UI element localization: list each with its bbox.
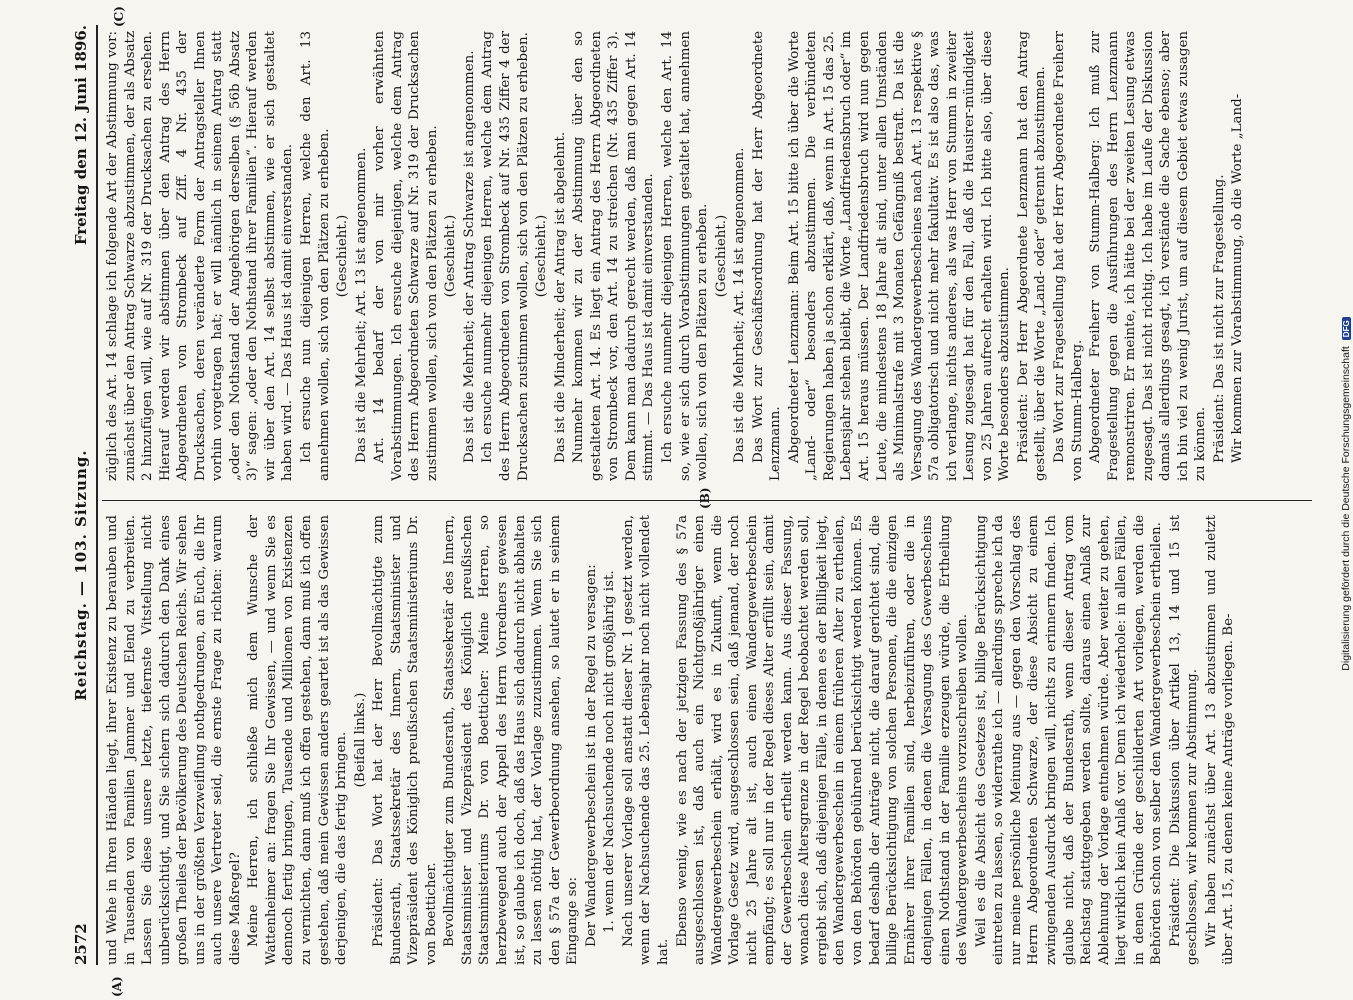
paragraph: Abgeordneter Lenzmann: Beim Art. 15 bitte ich über die Worte „Land- oder“ besonders abzustimmen. Die verbündeten Regierungen haben ja schon erklärt, daß, wenn in Art. 15 das 25. Lebensjahr stehen bleibt, die Worte „Landfriedensbruch oder“ im Art. 15 heraus müssen. Der Landfriedensbruch wird nun gegen Leute, die mindestens 18 Jahre alt sind, unter allen Umständen als Minimalstrafe mit 3 Monaten Gefängniß bestraft. Da ist die Versagung des Wandergewerbescheines nach Art. 13 respektive § 57a obligatorisch und nicht mehr fakultativ. Es ist also das, was ich verlange, nichts anderes, als was Herr von Stumm in zweiter Lesung zugesagt hat für den Fall, daß die Hausirer-mündigkeit von 25 Jahren aufrecht erhalten wird. Ich bitte also, über diese Worte besonders abzustimmen.	[786, 31, 1013, 481]
paragraph: Nach unserer Vorlage soll anstatt dieser Nr. 1 gesetzt werden, wenn der Nachsuchende das 25. Lebensjahr noch nicht vollendet hat.	[620, 515, 671, 965]
paragraph: Das ist die Minderheit; der Antrag ist abgelehnt.	[552, 131, 568, 463]
dfg-logo-icon: DFG	[1342, 317, 1351, 340]
quoted-item: 1. wenn der Nachsuchende noch nicht großjährig ist.	[602, 570, 618, 933]
paragraph: Das ist die Mehrheit; Art. 14 ist angenommen.	[732, 147, 748, 463]
paragraph: Ebenso wenig, wie es nach der jetzigen Fassung des § 57a ausgeschlossen ist, daß auch ein Nichtgroßjähriger einen Wandergewerbeschein erhält, wird es in Zukunft, wenn die Vorlage Gesetz wird, ausgeschlossen sein, daß jemand, der noch nicht 25 Jahre alt ist, auch einen Wandergewerbeschein empfängt; es soll nur in der Regel dieses Alter erfüllt sein, damit der Gewerbeschein ertheilt werden kann. Aus dieser Fassung, wonach diese Altersgrenze in der Regel beobachtet werden soll, ergiebt sich, daß diejenigen Fälle, in denen es der Billigkeit liegt, den Wandergewerbeschein in einem früheren Alter zu ertheilen, von den Behörden gebührend berücksichtigt werden können. Es bedarf deshalb der Anträge nicht, die darauf gerichtet sind, die billige Berücksichtigung von solchen Personen, die die einzigen Ernährer ihrer Familien sind, herbeizuführen, oder die in denjenigen Fällen, in denen die Versagung des Gewerbescheins einen Nothstand in der Familie erzeugen würde, die Ertheilung des Wandergewerbescheins vorzuschreiben wollen.	[674, 515, 971, 965]
margin-marker-b: (B)	[698, 487, 712, 509]
scanned-page	[66, 6, 1316, 997]
paragraph: Art. 14 bedarf der von mir vorher erwähnten Vorabstimmungen. Ich ersuche diejenigen, welche dem Antrag des Herrn Abgeordneten Schwarze auf Nr. 319 der Drucksachen zustimmen wollen, sich von den Plätzen zu erheben.	[372, 31, 440, 481]
stage-note: (Geschieht.)	[335, 214, 351, 298]
paragraph: Das Wort zur Fragestellung hat der Herr Abgeordnete Freiherr von Stumm-Halberg.	[1051, 31, 1085, 481]
paragraph: Präsident: Das Wort hat der Herr Bevollmächtigte zum Bundesrath, Staatssekretär des Innern, Staatsminister und Vizepräsident des Königlich preußischen Staatsministeriums Dr. von Boetticher.	[371, 515, 439, 965]
paragraph: Ich ersuche nunmehr diejenigen Herren, welche dem Antrag des Herrn Abgeordneten von Strombeck auf Nr. 435 Ziffer 4 der Drucksachen zustimmen wollen, sich von den Plätzen zu erheben.	[480, 31, 531, 481]
paragraph: Präsident: Das ist nicht zur Fragestellung.	[1211, 174, 1227, 463]
paragraph: Das ist die Mehrheit; der Antrag Schwarze ist angenommen.	[461, 50, 477, 463]
digitization-stamp	[1338, 0, 1353, 994]
paragraph: Präsident: Die Diskussion über Artikel 13, 14 und 15 ist geschlossen, wir kommen zur Abstimmung.	[1167, 515, 1201, 965]
page-number: 2572	[72, 923, 90, 965]
paragraph: Meine Herren, ich schließe mich dem Wunsche der Wattenheimer an: fragen Sie Ihr Gewissen, — und wenn Sie es dennoch fertig bringen, Tausende und Millionen von Existenzen zu vernichten, dann muß ich offen gestehen, dann muß ich offen gestehen, daß mein Gewissen anders geartet ist als das Gewissen derjenigen, die das fertig bringen.	[246, 515, 350, 965]
paragraph: Ich ersuche nun diejenigen Herren, welche den Art. 13 annehmen wollen, sich von den Plätzen zu erheben.	[299, 31, 332, 481]
paragraph: Bevollmächtigter zum Bundesrath, Staatssekretär des Innern, Staatsminister und Vizepräsident des Königlich preußischen Staatsministeriums Dr. von Boetticher: Meine Herren, so herzbewegend auch der Appell des Herrn Vorredners gewesen ist, so glaube ich doch, daß das Haus sich dadurch nicht abhalten zu lassen nöthig hat, der Vorlage zuzustimmen. Wenn Sie sich den § 57a der Gewerbeordnung ansehen, so lautet er in seinem Eingange so:	[442, 515, 581, 965]
paragraph: Abgeordneter Freiherr von Stumm-Halberg: Ich muß zur Fragestellung gegen die Ausführungen des Herrn Lenzmann remonstriren. Er meinte, ich hätte bei der zweiten Lesung etwas zugesagt. Das ist nicht richtig. Ich habe im Laufe der Diskussion damals allerdings gesagt, ich verstände die Sache ebenso; aber ich bin viel zu wenig Jurist, um auf diesem Gebiet etwas zusagen zu können.	[1088, 31, 1209, 481]
paragraph: und Wehe in Ihren Händen liegt, ihrer Existenz zu berauben und in Tausenden von Familien Jammer und Elend zu verbreiten. Lassen Sie diese unsere letzte, tiefernste Vitstellung nicht unberücksichtigt, und Sie sichern sich dadurch den Dank eines großen Theiles der Bevölkerung des Deutschen Reichs. Wir sehen uns in der größten Verzweiflung nothgedrungen, an Euch, die Ihr auch unsere Vertreter seid, die ernste Frage zu richten: warum diese Maßregel?	[105, 515, 243, 965]
session-title: Reichstag. — 103. Sitzung.	[72, 449, 90, 701]
left-column	[104, 515, 1312, 965]
paragraph: Nunmehr kommen wir zu der Abstimmung über den so gestalteten Art. 14. Es liegt ein Antrag des Herrn Abgeordneten von Strombeck vor, den Art. 14 zu streichen (Nr. 435 Ziffer 3). Dem kann man dadurch gerecht werden, daß man gegen Art. 14 stimmt. — Das Haus ist damit einverstanden.	[571, 31, 657, 481]
margin-marker-c: (C)	[112, 6, 126, 27]
paragraph: Wir haben zunächst über Art. 13 abzustimmen und zuletzt über Art. 15, zu denen keine Anträge vorliegen. Be-	[1203, 515, 1237, 965]
stage-note: (Geschieht.)	[443, 214, 459, 298]
stamp-text: Digitalisierung gefördert durch die Deutsche Forschungsgemeinschaft	[1340, 346, 1352, 671]
paragraph: Das Wort zur Geschäftsordnung hat der Herr Abgeordnete Lenzmann.	[750, 31, 784, 481]
stage-note: (Geschieht.)	[534, 214, 550, 298]
paragraph: Weil es die Absicht des Gesetzes ist, billige Berücksichtigung eintreten zu lassen, so widerrathe ich — allerdings spreche ich da nur meine persönliche Meinung aus — gegen den Vorschlag des Herrn Abgeordneten Schwarze, der diese Absicht zu einem zwingenden Ausdruck bringen will, nichts zu erinnern finden. Ich glaube nicht, daß der Bundesrath, wenn dieser Antrag vom Reichstag stattgegeben werden sollte, daraus einen Anlaß zur Ablehnung der Vorlage entnehmen würde. Aber weiter zu gehen, liegt wirklich kein Anlaß vor. Denn ich wiederhole: in allen Fällen, in denen Gründe der geschilderten Art vorliegen, werden die Behörden schon von selber den Wandergewerbeschein ertheilen.	[973, 515, 1165, 965]
paragraph: züglich des Art. 14 schlage ich folgende Art der Abstimmung vor: zunächst über den Antrag Schwarze abzustimmen, der als Absatz 2 hinzufügen will, wie auf Nr. 319 der Drucksachen zu ersehen. Hierauf werden wir abstimmen über den Antrag des Herrn Abgeordneten von Strombeck auf Ziff. 4 Nr. 435 der Drucksachen, deren veränderte Form der Antragsteller Ihnen vorhin vorgetragen hat; er will nämlich in seinem Antrag statt „oder den Nothstand der Angehörigen derselben (§ 56b Absatz 3)“ sagen: „oder den Nothstand ihrer Familien“. Hierauf werden wir über den Art. 14 selbst abstimmen, wie er sich gestaltet haben wird. — Das Haus ist damit einverstanden.	[105, 31, 296, 481]
right-column	[104, 31, 1312, 481]
quoted-text: Der Wandergewerbeschein ist in der Regel zu versagen:	[583, 564, 599, 947]
applause-note: (Beifall links.)	[352, 692, 368, 788]
session-date: Freitag den 12. Juni 1896.	[72, 25, 90, 246]
header-rule	[96, 25, 98, 965]
paragraph: Ich ersuche nunmehr diejenigen Herren, welche den Art. 14 so, wie er sich durch Vorabstimmungen gestaltet hat, annehmen wollen, sich von den Plätzen zu erheben.	[659, 31, 711, 481]
paragraph: Das ist die Mehrheit; Art. 13 ist angenommen.	[353, 147, 369, 463]
stage-note: (Geschieht.)	[713, 214, 729, 298]
margin-marker-a: (A)	[110, 976, 124, 997]
page-header	[66, 25, 96, 965]
paragraph: Wir kommen zur Vorabstimmung, ob die Worte „Land-	[1230, 93, 1246, 463]
paragraph: Präsident: Der Herr Abgeordnete Lenzmann hat den Antrag gestellt, über die Worte „Land- oder“ getrennt abzustimmen.	[1015, 31, 1049, 481]
